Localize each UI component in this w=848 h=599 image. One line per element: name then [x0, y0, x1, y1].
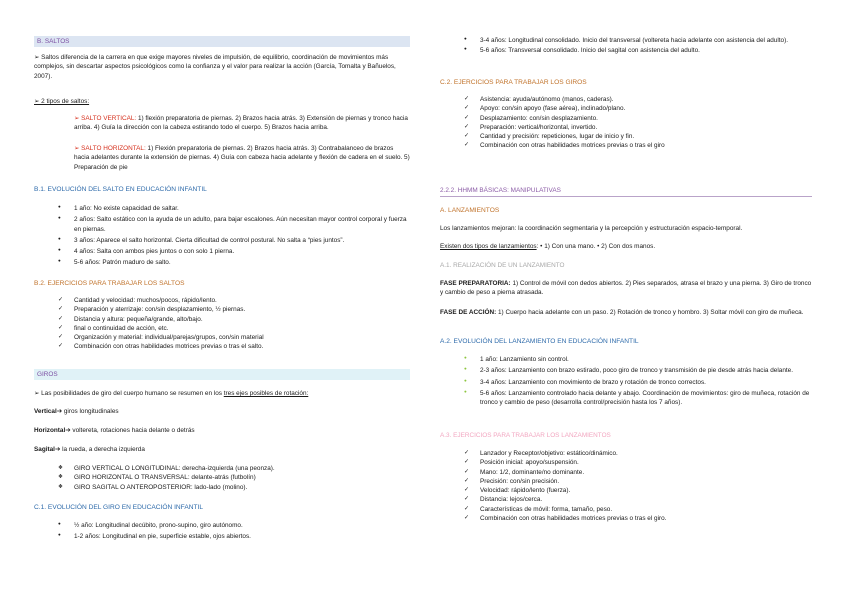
giros-intro-underlined: tres ejes posibles de rotación:	[223, 390, 309, 397]
list-item: ● 1-2 años: Longitudinal en pie, superficie estable, ojos abiertos.	[34, 532, 410, 541]
c1-header: C.1. EVOLUCIÓN DEL GIRO EN EDUCACIÓN INFANTIL	[34, 504, 204, 511]
lanzamientos-intro: Los lanzamientos mejoran: la coordinación segmentaria y la percepción y estructuración espacio-temporal.	[440, 225, 743, 232]
list-item: ❖ GIRO VERTICAL O LONGITUDINAL: derecha-izquierda (una peonza).	[34, 464, 410, 473]
list-item: ● 5-6 años: Lanzamiento controlado hacia delante y abajo. Coordinación de movimientos: giro de muñeca, rotación de tronco y cambio de peso (desarrolla control/precisión hasta los 7 años).	[440, 389, 812, 408]
salto-horizontal-paragraph	[34, 144, 410, 172]
eje-horizontal	[34, 426, 410, 435]
fase-preparatoria-label: FASE PREPARATORIA:	[440, 280, 511, 287]
list-item: ✓ final o continuidad de acción, etc.	[34, 324, 410, 333]
list-item: ● 2-3 años: Lanzamiento con brazo estirado, poco giro de tronco y transmisión de pie desde atrás hacia delante.	[440, 366, 812, 375]
list-item: ✓ Mano: 1/2, dominante/no dominante.	[440, 468, 812, 477]
list-item: ✓ Organización y material: individual/parejas/grupos, con/sin material	[34, 333, 410, 342]
fase-accion-text: 1) Cuerpo hacia adelante con un paso. 2) Rotación de tronco y hombro. 3) Soltar móvil con giro de muñeca.	[496, 309, 804, 316]
list-item: ● 3-4 años: Lanzamiento con movimiento de brazo y rotación de tronco correctos.	[440, 378, 812, 387]
list-item: ✓ Combinación con otras habilidades motrices previas o tras el giro	[440, 141, 812, 150]
list-item: ● ½ año: Longitudinal decúbito, prono-supino, giro autónomo.	[34, 521, 410, 530]
saltos-intro: ➢ Saltos diferencia de la carrera en que exige mayores niveles de impulsión, de equilibrio, coordinación de movimientos más complejos, sin descartar aspectos psicológicos como la confianza y el valor para realizar la acción (García, Tomalta y Bañuelos, 2007).	[34, 54, 396, 80]
b2-list	[34, 296, 410, 352]
list-item: ✓ Asistencia: ayuda/autónomo (manos, caderas).	[440, 95, 812, 104]
a2-header: A.2. EVOLUCIÓN DEL LANZAMIENTO EN EDUCACIÓN INFANTIL	[440, 338, 639, 345]
list-item: ✓ Cantidad y velocidad: muchos/pocos, rápido/lento.	[34, 296, 410, 305]
lanzamientos-tipos	[440, 242, 812, 251]
list-item: ✓ Posición inicial: apoyo/suspensión.	[440, 458, 812, 467]
a2-list	[440, 355, 812, 407]
hhmm-section-header: 2.2.2. HHMM BÁSICAS: MANIPULATIVAS	[440, 186, 812, 197]
list-item: ✓ Distancia: lejos/cerca.	[440, 495, 812, 504]
fase-preparatoria	[440, 279, 812, 298]
list-item: ✓ Precisión: con/sin precisión.	[440, 477, 812, 486]
list-item: ● 3-4 años: Longitudinal consolidado. Inicio del transversal (voltereta hacia adelante con asistencia del adulto).	[440, 36, 812, 45]
list-item: ❖ GIRO SAGITAL O ANTEROPOSTERIOR: lado-lado (molino).	[34, 483, 410, 492]
eje-sagital-text: ➔ la rueda, a derecha izquierda	[54, 446, 145, 453]
giros-types-list	[34, 464, 410, 492]
c1-list	[34, 521, 410, 542]
list-item: ✓ Apoyo: con/sin apoyo (fase aérea), inclinado/plano.	[440, 104, 812, 113]
b1-list	[34, 204, 410, 268]
salto-vertical-text: 1) flexión preparatoria de piernas. 2) Brazos hacia atrás. 3) Extensión de piernas y tronco hacia arriba. 4) Guía la dirección con la cabeza estirando todo el cuerpo. 5) Brazos hacia arriba.	[74, 115, 408, 132]
saltos-types-label: ➢ 2 tipos de saltos:	[34, 98, 90, 105]
list-item: ✓ Velocidad: rápido/lento (fuerza).	[440, 486, 812, 495]
eje-horizontal-label: Horizontal	[34, 427, 66, 434]
a1-header: A.1. REALIZACIÓN DE UN LANZAMIENTO	[440, 262, 565, 269]
list-item: ● 5-6 años: Patrón maduro de salto.	[34, 258, 410, 267]
list-item: ● 4 años: Salta con ambos pies juntos o con solo 1 pierna.	[34, 247, 410, 256]
salto-vertical-paragraph	[34, 114, 410, 133]
a3-list	[440, 449, 812, 523]
c1-continued-list	[440, 36, 812, 56]
fase-accion	[440, 308, 812, 317]
fase-preparatoria-text: 1) Control de móvil con dedos abiertos. 2) Pies separados, atrasa el brazo y una pierna. 3) Giro de tronco y cambio de peso a pierna atrasada.	[440, 280, 812, 297]
saltos-section-header: B. SALTOS	[34, 36, 410, 47]
salto-horizontal-label: ➢ SALTO HORIZONTAL:	[74, 145, 146, 152]
lanzamientos-tipos-text: : • 1) Con una mano. • 2) Con dos manos.	[536, 243, 656, 250]
list-item: ✓ Preparación y aterrizaje: con/sin desplazamiento, ½ piernas.	[34, 305, 410, 314]
list-item: ● 2 años: Salto estático con la ayuda de un adulto, para bajar escalones. Aún necesitan mayor control corporal y fuerza en piernas.	[34, 215, 410, 234]
b1-header: B.1. EVOLUCIÓN DEL SALTO EN EDUCACIÓN INFANTIL	[34, 186, 207, 193]
list-item: ● 3 años: Aparece el salto horizontal. Cierta dificultad de control postural. No salta a “pies juntos”.	[34, 236, 410, 245]
eje-horizontal-text: ➔ voltereta, rotaciones hacia delante o detrás	[65, 427, 195, 434]
eje-sagital	[34, 445, 410, 454]
c2-list	[440, 95, 812, 151]
fase-accion-label: FASE DE ACCIÓN:	[440, 309, 497, 316]
list-item: ✓ Lanzador y Receptor/objetivo: estático/dinámico.	[440, 449, 812, 458]
list-item: ✓ Combinación con otras habilidades motrices previas o tras el salto.	[34, 342, 410, 351]
a3-header: A.3. EJERCICIOS PARA TRABAJAR LOS LANZAMIENTOS	[440, 432, 611, 439]
lanzamientos-header: A. LANZAMIENTOS	[440, 207, 500, 214]
list-item: ✓ Cantidad y precisión: repeticiones, lugar de inicio y fin.	[440, 132, 812, 141]
salto-horizontal-text: 1) Flexión preparatoria de piernas. 2) Brazos hacia atrás. 3) Contrabalanceo de brazos hacia adelantes durante la extensión de piernas. 4) Guía con cabeza hacia adelante y flexión de cadera en el suelo. 5) Preparación de pie	[74, 145, 410, 171]
giros-intro-text: ➢ Las posibilidades de giro del cuerpo humano se resumen en los	[34, 390, 224, 397]
list-item: ❖ GIRO HORIZONTAL O TRANSVERSAL: delante-atrás (futbolín)	[34, 473, 410, 482]
eje-sagital-label: Sagital	[34, 446, 55, 453]
eje-vertical	[34, 407, 410, 416]
giros-intro	[34, 389, 410, 398]
lanzamientos-tipos-underlined: Existen dos tipos de lanzamientos	[440, 243, 537, 250]
list-item: ✓ Preparación: vertical/horizontal, invertido.	[440, 123, 812, 132]
list-item: ● 1 año: Lanzamiento sin control.	[440, 355, 812, 364]
list-item: ✓ Desplazamiento: con/sin desplazamiento.	[440, 114, 812, 123]
giros-section-header: GIROS	[34, 369, 410, 380]
list-item: ● 5-6 años: Transversal consolidado. Inicio del sagital con asistencia del adulto.	[440, 46, 812, 55]
eje-vertical-label: Vertical	[34, 408, 57, 415]
eje-vertical-text: ➔ giros longitudinales	[56, 408, 119, 415]
b2-header: B.2. EJERCICIOS PARA TRABAJAR LOS SALTOS	[34, 280, 185, 287]
list-item: ✓ Combinación con otras habilidades motrices previas o tras el giro.	[440, 514, 812, 523]
list-item: ✓ Características de móvil: forma, tamaño, peso.	[440, 505, 812, 514]
list-item: ● 1 año: No existe capacidad de saltar.	[34, 204, 410, 213]
salto-vertical-label: ➢ SALTO VERTICAL:	[74, 115, 137, 122]
c2-header: C.2. EJERCICIOS PARA TRABAJAR LOS GIROS	[440, 79, 587, 86]
list-item: ✓ Distancia y altura: pequeña/grande, alto/bajo.	[34, 315, 410, 324]
